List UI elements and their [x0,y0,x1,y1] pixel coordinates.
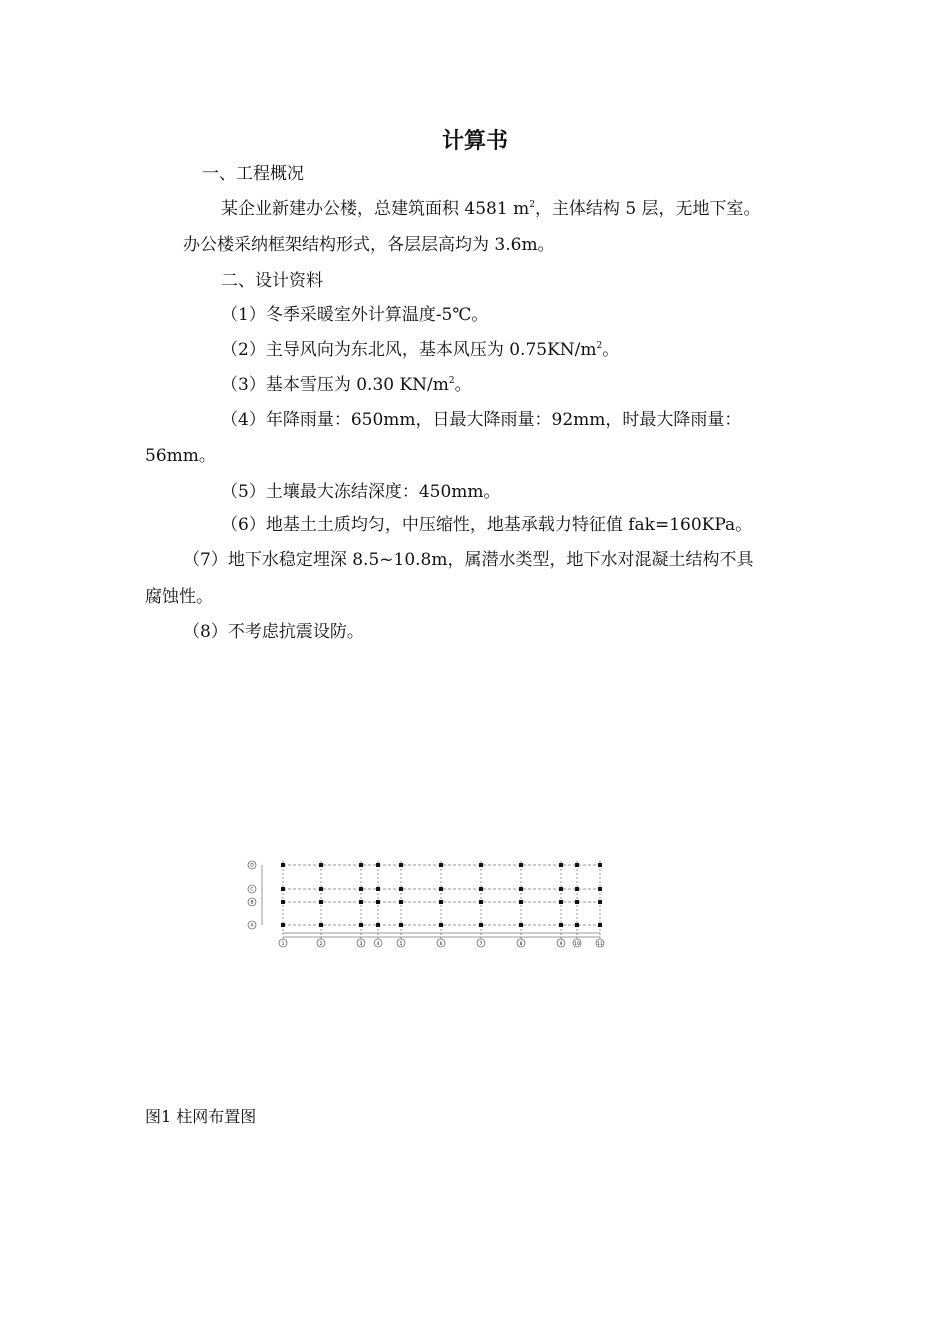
column-marker [479,863,483,867]
column-marker [519,923,523,927]
section1-line1: 某企业新建办公楼，总建筑面积 4581 $m^2$，主体结构 5 层，无地下室。 [221,199,761,219]
design-item-7: （7）地下水稳定埋深 8.5~10.8m，属潜水类型，地下水对混凝土结构不具 [183,550,754,570]
column-marker [376,887,380,891]
axis-label-row: A [250,923,254,929]
column-marker [559,887,563,891]
axis-label-column: 4 [376,942,380,947]
column-marker [376,900,380,904]
column-marker [439,863,443,867]
design-item-4-cont: 56mm。 [145,446,216,466]
design-item-6: （6）地基土土质均匀，中压缩性，地基承载力特征值 fak=160KPa。 [221,515,753,535]
column-marker [399,863,403,867]
axis-label-column: 2 [319,942,323,947]
column-marker [376,863,380,867]
axis-label-row: C [250,887,254,893]
section1-heading: 一、工程概况 [202,164,304,184]
column-marker [479,923,483,927]
page-title: 计算书 [441,129,508,154]
column-marker [319,923,323,927]
design-item-8: （8）不考虑抗震设防。 [183,622,364,642]
section2-heading: 二、设计资料 [221,271,323,291]
column-marker [281,900,285,904]
column-marker [575,887,579,891]
design-item-7-cont: 腐蚀性。 [145,587,213,607]
column-marker [319,887,323,891]
axis-label-column: 11 [597,942,603,947]
axis-label-column: 6 [439,942,443,947]
column-marker [575,900,579,904]
column-marker [399,900,403,904]
column-marker [439,900,443,904]
column-marker [479,900,483,904]
column-grid-plan-drawing [244,855,614,950]
design-item-1: （1）冬季采暖室外计算温度-5℃。 [221,305,489,325]
column-marker [519,900,523,904]
column-marker [281,863,285,867]
column-marker [519,863,523,867]
column-marker [439,923,443,927]
design-item-3: （3）基本雪压为 0.30 $KN/m^2$。 [221,375,472,395]
design-item-4: （4）年降雨量：650mm，日最大降雨量：92mm，时最大降雨量： [221,410,742,430]
axis-label-column: 8 [519,942,523,947]
column-marker [598,887,602,891]
axis-label-row: B [250,900,254,906]
column-marker [399,923,403,927]
column-marker [359,863,363,867]
column-marker [559,863,563,867]
axis-label-column: 9 [559,942,563,947]
column-marker [281,923,285,927]
axis-label-column: 7 [479,942,483,947]
design-item-5: （5）土壤最大冻结深度：450mm。 [221,482,501,502]
column-marker [598,923,602,927]
column-marker [319,863,323,867]
column-marker [399,887,403,891]
axis-label-column: 5 [399,942,403,947]
design-item-2: （2）主导风向为东北风，基本风压为 $0.75KN/m^2$。 [221,340,620,360]
axis-label-column: 10 [574,942,580,947]
axis-label-column: 1 [281,942,285,947]
column-marker [598,863,602,867]
axis-label-column: 3 [359,942,363,947]
column-marker [519,887,523,891]
column-marker [281,887,285,891]
figure-caption: 图1 柱网布置图 [145,1107,257,1126]
column-marker [359,887,363,891]
column-marker [598,900,602,904]
column-marker [559,900,563,904]
column-marker [376,923,380,927]
column-marker [559,923,563,927]
axis-label-row: D [250,863,254,869]
column-marker [359,923,363,927]
column-marker [319,900,323,904]
column-marker [575,863,579,867]
column-marker [575,923,579,927]
column-marker [479,887,483,891]
column-marker [439,887,443,891]
section1-line2: 办公楼采纳框架结构形式，各层层高均为 3.6m。 [183,235,555,255]
column-marker [359,900,363,904]
